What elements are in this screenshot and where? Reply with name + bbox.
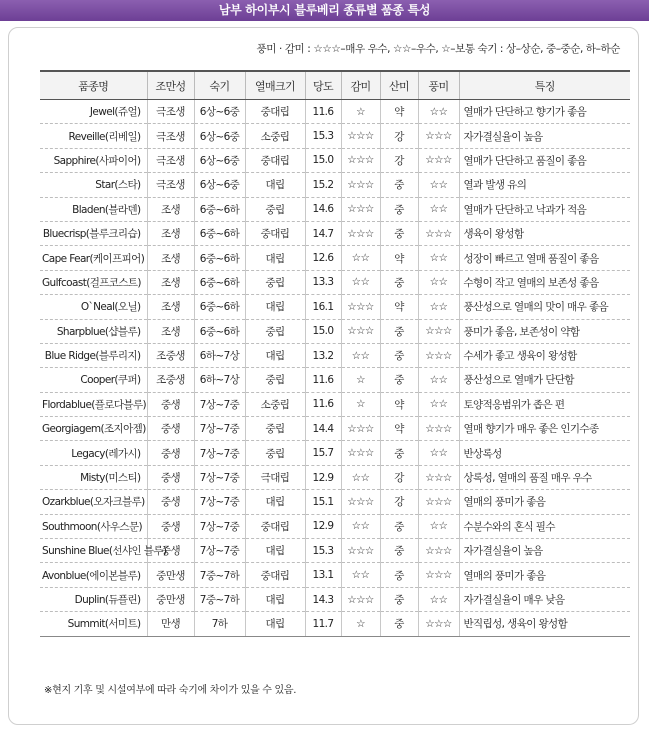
traits: 열매가 단단하고 향기가 좋음	[459, 100, 630, 124]
variety-name: Gulfcoast(걸프코스트)	[40, 270, 147, 294]
traits: 수세가 좋고 생육이 왕성함	[459, 343, 630, 367]
traits: 수형이 작고 열매의 보존성 좋음	[459, 270, 630, 294]
maturity-class: 조생	[147, 197, 194, 221]
acidity: 중	[380, 587, 418, 611]
maturity-class: 조생	[147, 246, 194, 270]
maturity-class: 만생	[147, 612, 194, 636]
variety-name: Georgiagem(조지아젬)	[40, 417, 147, 441]
flavor: ☆☆☆	[418, 221, 459, 245]
fruit-size: 중립	[245, 368, 305, 392]
variety-name: Ozarkblue(오자크블루)	[40, 490, 147, 514]
sweetness: ☆	[341, 100, 380, 124]
fruit-size: 대립	[245, 612, 305, 636]
table-row	[40, 514, 630, 538]
flavor: ☆☆	[418, 441, 459, 465]
traits: 열매의 풍미가 좋음	[459, 563, 630, 587]
table-row	[40, 100, 630, 124]
traits: 생육이 왕성함	[459, 221, 630, 245]
variety-name: Avonblue(에이본블루)	[40, 563, 147, 587]
table-row	[40, 417, 630, 441]
sugar-content: 14.7	[305, 221, 341, 245]
flavor: ☆☆☆	[418, 319, 459, 343]
variety-name: Bladen(블라덴)	[40, 197, 147, 221]
ripening: 6중~6하	[194, 197, 245, 221]
variety-name: Cooper(쿠퍼)	[40, 368, 147, 392]
sugar-content: 12.6	[305, 246, 341, 270]
table-row	[40, 612, 630, 636]
sweetness: ☆☆☆	[341, 441, 380, 465]
acidity: 중	[380, 612, 418, 636]
fruit-size: 대립	[245, 490, 305, 514]
sugar-content: 11.6	[305, 392, 341, 416]
table-row	[40, 563, 630, 587]
fruit-size: 소중립	[245, 124, 305, 148]
table-row	[40, 197, 630, 221]
acidity: 중	[380, 514, 418, 538]
traits: 반상록성	[459, 441, 630, 465]
table-row	[40, 319, 630, 343]
sugar-content: 11.6	[305, 100, 341, 124]
ripening: 6상~6중	[194, 173, 245, 197]
variety-name: Star(스타)	[40, 173, 147, 197]
flavor: ☆☆☆	[418, 490, 459, 514]
ripening: 6상~6중	[194, 100, 245, 124]
acidity: 강	[380, 148, 418, 172]
acidity: 약	[380, 246, 418, 270]
flavor: ☆☆	[418, 173, 459, 197]
maturity-class: 중만생	[147, 563, 194, 587]
variety-name: Cape Fear(케이프피어)	[40, 246, 147, 270]
flavor: ☆☆	[418, 392, 459, 416]
sugar-content: 12.9	[305, 514, 341, 538]
table-body	[40, 100, 630, 637]
ripening: 7하	[194, 612, 245, 636]
ripening: 7상~7중	[194, 539, 245, 563]
fruit-size: 대립	[245, 295, 305, 319]
fruit-size: 대립	[245, 173, 305, 197]
flavor: ☆☆	[418, 100, 459, 124]
fruit-size: 중립	[245, 417, 305, 441]
variety-name: Misty(미스티)	[40, 465, 147, 489]
maturity-class: 극조생	[147, 148, 194, 172]
fruit-size: 소중립	[245, 392, 305, 416]
acidity: 중	[380, 173, 418, 197]
flavor: ☆☆	[418, 295, 459, 319]
ripening: 7중~7하	[194, 587, 245, 611]
table-row	[40, 148, 630, 172]
sugar-content: 11.7	[305, 612, 341, 636]
table-row	[40, 368, 630, 392]
ripening: 6중~6하	[194, 270, 245, 294]
fruit-size: 대립	[245, 539, 305, 563]
flavor: ☆☆☆	[418, 124, 459, 148]
traits: 자가결실율이 매우 낮음	[459, 587, 630, 611]
maturity-class: 중생	[147, 417, 194, 441]
traits: 상록성, 열매의 품질 매우 우수	[459, 465, 630, 489]
acidity: 약	[380, 295, 418, 319]
sweetness: ☆☆☆	[341, 417, 380, 441]
maturity-class: 중만생	[147, 587, 194, 611]
maturity-class: 중생	[147, 539, 194, 563]
maturity-class: 조중생	[147, 343, 194, 367]
ripening: 7중~7하	[194, 563, 245, 587]
ripening: 6상~6중	[194, 124, 245, 148]
traits: 열매의 풍미가 좋음	[459, 490, 630, 514]
variety-name: Blue Ridge(블루리지)	[40, 343, 147, 367]
maturity-class: 중생	[147, 392, 194, 416]
sugar-content: 15.2	[305, 173, 341, 197]
variety-name: Legacy(레가시)	[40, 441, 147, 465]
ripening: 6중~6하	[194, 246, 245, 270]
table-row	[40, 173, 630, 197]
maturity-class: 조중생	[147, 368, 194, 392]
table-header-row	[40, 71, 630, 100]
variety-name: Sharpblue(샵블루)	[40, 319, 147, 343]
acidity: 강	[380, 465, 418, 489]
sugar-content: 14.4	[305, 417, 341, 441]
fruit-size: 중립	[245, 197, 305, 221]
fruit-size: 대립	[245, 246, 305, 270]
sweetness: ☆☆	[341, 270, 380, 294]
variety-name: Summit(서미트)	[40, 612, 147, 636]
sugar-content: 15.0	[305, 319, 341, 343]
maturity-class: 조생	[147, 270, 194, 294]
sugar-content: 14.3	[305, 587, 341, 611]
variety-table	[40, 70, 630, 637]
maturity-class: 중생	[147, 465, 194, 489]
flavor: ☆☆☆	[418, 563, 459, 587]
flavor: ☆☆☆	[418, 148, 459, 172]
header-sweetness: 감미	[341, 71, 380, 100]
flavor: ☆☆☆	[418, 343, 459, 367]
table-row	[40, 587, 630, 611]
traits: 토양적응범위가 좁은 편	[459, 392, 630, 416]
sweetness: ☆	[341, 368, 380, 392]
traits: 열매가 단단하고 품질이 좋음	[459, 148, 630, 172]
ripening: 7상~7중	[194, 417, 245, 441]
table-row	[40, 465, 630, 489]
ripening: 7상~7중	[194, 392, 245, 416]
sugar-content: 13.1	[305, 563, 341, 587]
ripening: 7상~7중	[194, 490, 245, 514]
sweetness: ☆	[341, 612, 380, 636]
acidity: 중	[380, 343, 418, 367]
maturity-class: 조생	[147, 319, 194, 343]
traits: 자가결실율이 높음	[459, 539, 630, 563]
sweetness: ☆☆☆	[341, 319, 380, 343]
flavor: ☆☆☆	[418, 612, 459, 636]
traits: 풍산성으로 열매가 단단함	[459, 368, 630, 392]
maturity-class: 극조생	[147, 100, 194, 124]
page-title: 남부 하이부시 블루베리 종류별 품종 특성	[0, 0, 649, 21]
acidity: 약	[380, 417, 418, 441]
table-row	[40, 124, 630, 148]
fruit-size: 중립	[245, 319, 305, 343]
sweetness: ☆☆☆	[341, 124, 380, 148]
sweetness: ☆☆☆	[341, 148, 380, 172]
variety-name: Bluecrisp(블루크리습)	[40, 221, 147, 245]
flavor: ☆☆	[418, 197, 459, 221]
ripening: 6상~6중	[194, 148, 245, 172]
table-row	[40, 441, 630, 465]
sugar-content: 11.6	[305, 368, 341, 392]
variety-name: Sapphire(사파이어)	[40, 148, 147, 172]
fruit-size: 중대립	[245, 148, 305, 172]
sweetness: ☆	[341, 392, 380, 416]
sweetness: ☆☆	[341, 563, 380, 587]
sugar-content: 15.3	[305, 539, 341, 563]
sugar-content: 15.0	[305, 148, 341, 172]
sweetness: ☆☆☆	[341, 539, 380, 563]
acidity: 중	[380, 319, 418, 343]
sweetness: ☆☆☆	[341, 197, 380, 221]
variety-name: Southmoon(사우스문)	[40, 514, 147, 538]
table-row	[40, 221, 630, 245]
fruit-size: 중립	[245, 270, 305, 294]
table-row	[40, 295, 630, 319]
traits: 성장이 빠르고 열매 품질이 좋음	[459, 246, 630, 270]
header-acidity: 산미	[380, 71, 418, 100]
maturity-class: 중생	[147, 490, 194, 514]
sugar-content: 15.7	[305, 441, 341, 465]
fruit-size: 극대립	[245, 465, 305, 489]
maturity-class: 중생	[147, 514, 194, 538]
sweetness: ☆☆	[341, 514, 380, 538]
fruit-size: 대립	[245, 343, 305, 367]
acidity: 중	[380, 221, 418, 245]
ripening: 6중~6하	[194, 295, 245, 319]
flavor: ☆☆	[418, 246, 459, 270]
maturity-class: 중생	[147, 441, 194, 465]
variety-name: Reveille(리베일)	[40, 124, 147, 148]
sugar-content: 16.1	[305, 295, 341, 319]
flavor: ☆☆☆	[418, 539, 459, 563]
header-sugar: 당도	[305, 71, 341, 100]
fruit-size: 대립	[245, 587, 305, 611]
sweetness: ☆☆☆	[341, 295, 380, 319]
variety-name: Duplin(듀플린)	[40, 587, 147, 611]
ripening: 6하~7상	[194, 368, 245, 392]
acidity: 중	[380, 539, 418, 563]
flavor: ☆☆☆	[418, 417, 459, 441]
acidity: 중	[380, 563, 418, 587]
sugar-content: 14.6	[305, 197, 341, 221]
traits: 풍산성으로 열매의 맛이 매우 좋음	[459, 295, 630, 319]
sugar-content: 15.3	[305, 124, 341, 148]
header-variety: 품종명	[40, 71, 147, 100]
flavor: ☆☆	[418, 368, 459, 392]
variety-name: Sunshine Blue(선샤인 블루)	[40, 539, 147, 563]
table-row	[40, 343, 630, 367]
header-flavor: 풍미	[418, 71, 459, 100]
traits: 반직립성, 생육이 왕성함	[459, 612, 630, 636]
variety-name: O`Neal(오닐)	[40, 295, 147, 319]
acidity: 강	[380, 490, 418, 514]
traits: 풍미가 좋음, 보존성이 약함	[459, 319, 630, 343]
header-fruit-size: 열매크기	[245, 71, 305, 100]
fruit-size: 중대립	[245, 563, 305, 587]
header-maturity-class: 조만성	[147, 71, 194, 100]
ripening: 6중~6하	[194, 319, 245, 343]
table-row	[40, 270, 630, 294]
sweetness: ☆☆☆	[341, 587, 380, 611]
acidity: 약	[380, 100, 418, 124]
traits: 수분수와의 혼식 필수	[459, 514, 630, 538]
table-row	[40, 246, 630, 270]
ripening: 7상~7중	[194, 465, 245, 489]
sweetness: ☆☆☆	[341, 221, 380, 245]
variety-name: Flordablue(플로다블루)	[40, 392, 147, 416]
acidity: 중	[380, 270, 418, 294]
variety-card	[8, 27, 639, 725]
traits: 자가결실율이 높음	[459, 124, 630, 148]
maturity-class: 극조생	[147, 173, 194, 197]
table-row	[40, 392, 630, 416]
ripening: 6중~6하	[194, 221, 245, 245]
ripening: 7상~7중	[194, 514, 245, 538]
header-ripening: 숙기	[194, 71, 245, 100]
acidity: 중	[380, 441, 418, 465]
traits: 열과 발생 유의	[459, 173, 630, 197]
flavor: ☆☆	[418, 514, 459, 538]
fruit-size: 중립	[245, 441, 305, 465]
sweetness: ☆☆	[341, 343, 380, 367]
traits: 열매가 단단하고 낙과가 적음	[459, 197, 630, 221]
maturity-class: 극조생	[147, 124, 194, 148]
ripening: 6하~7상	[194, 343, 245, 367]
fruit-size: 중대립	[245, 514, 305, 538]
acidity: 중	[380, 197, 418, 221]
sugar-content: 13.3	[305, 270, 341, 294]
maturity-class: 조생	[147, 221, 194, 245]
sugar-content: 12.9	[305, 465, 341, 489]
sweetness: ☆☆	[341, 465, 380, 489]
sweetness: ☆☆☆	[341, 490, 380, 514]
flavor: ☆☆	[418, 587, 459, 611]
variety-name: Jewel(쥬얼)	[40, 100, 147, 124]
traits: 열매 향기가 매우 좋은 인기수종	[459, 417, 630, 441]
flavor: ☆☆☆	[418, 465, 459, 489]
table-row	[40, 490, 630, 514]
footnote: ※현지 기후 및 시설여부에 따라 숙기에 차이가 있을 수 있음.	[44, 685, 297, 696]
ripening: 7상~7중	[194, 441, 245, 465]
header-traits: 특징	[459, 71, 630, 100]
sugar-content: 13.2	[305, 343, 341, 367]
acidity: 약	[380, 392, 418, 416]
rating-legend: 풍미 · 감미 : ☆☆☆–매우 우수, ☆☆–우수, ☆–보통 숙기 : 상–상순, 중–중순, 하–하순	[256, 43, 620, 55]
table-row	[40, 539, 630, 563]
fruit-size: 중대립	[245, 221, 305, 245]
sugar-content: 15.1	[305, 490, 341, 514]
sweetness: ☆☆	[341, 246, 380, 270]
acidity: 강	[380, 124, 418, 148]
fruit-size: 중대립	[245, 100, 305, 124]
acidity: 중	[380, 368, 418, 392]
flavor: ☆☆	[418, 270, 459, 294]
sweetness: ☆☆☆	[341, 173, 380, 197]
maturity-class: 조생	[147, 295, 194, 319]
